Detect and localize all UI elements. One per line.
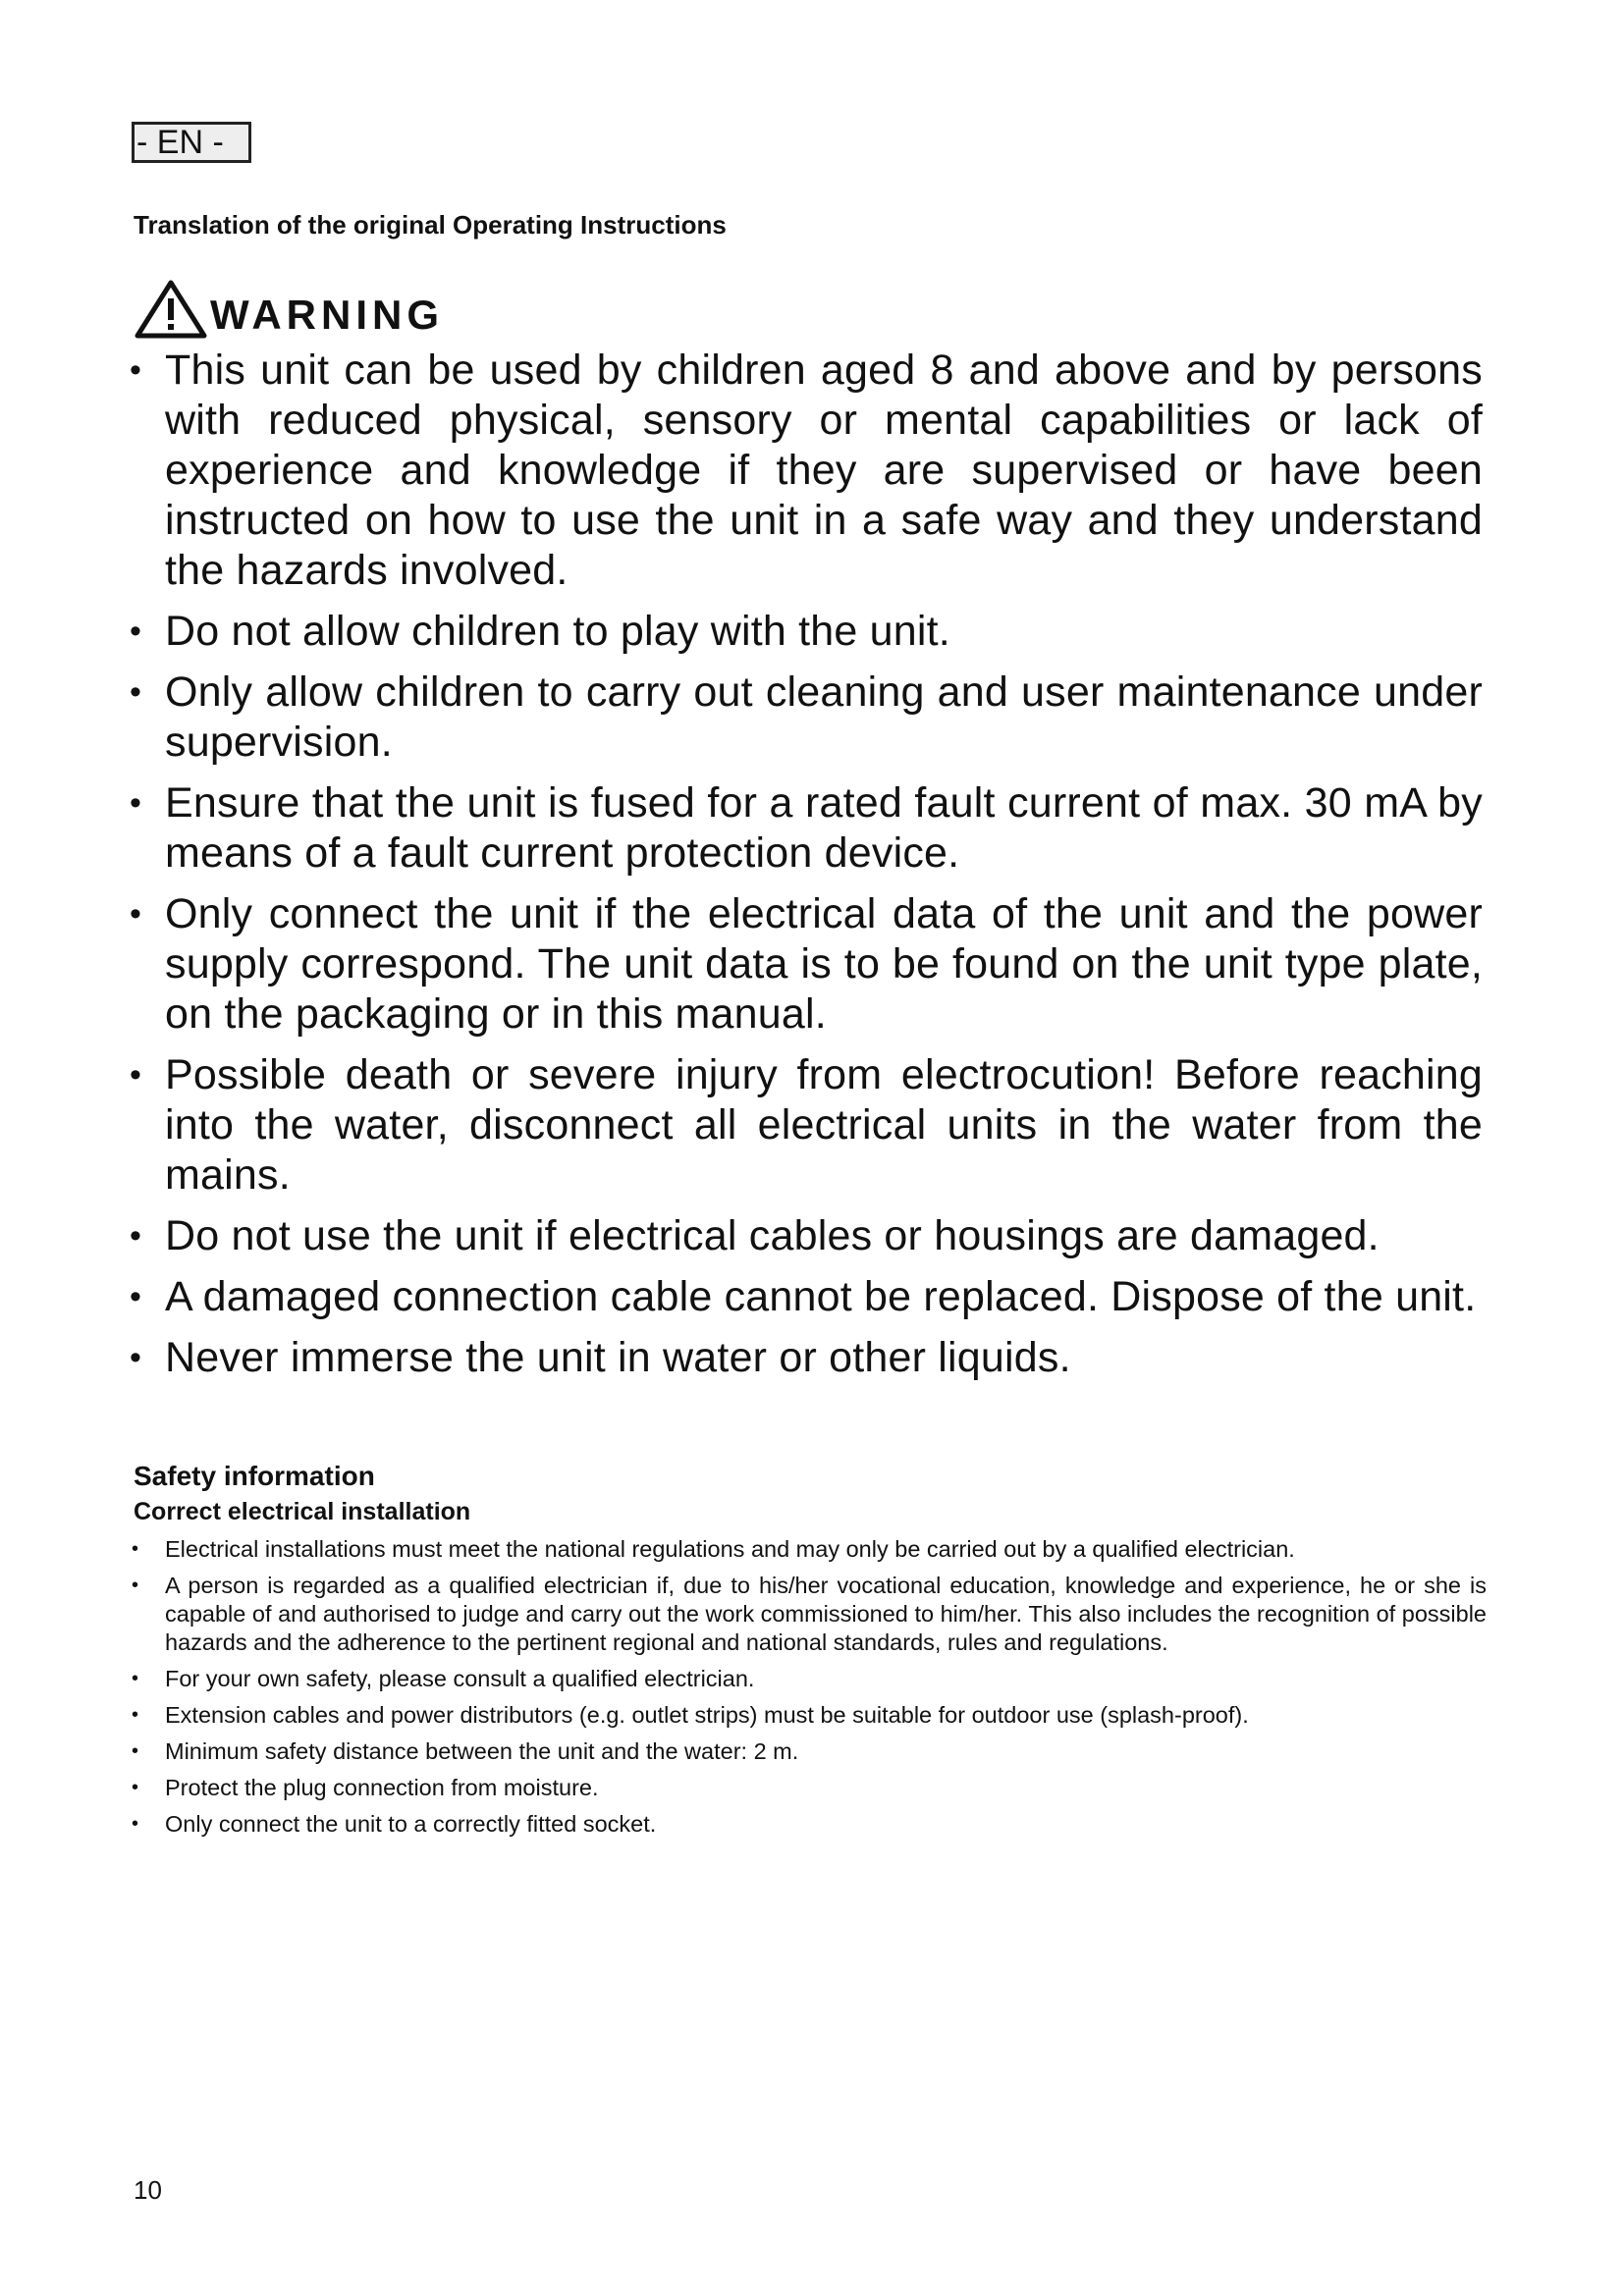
warning-item-text: Never immerse the unit in water or other liquids. [165, 1334, 1071, 1381]
safety-item-text: Minimum safety distance between the unit and the water: 2 m. [165, 1738, 799, 1764]
safety-item [132, 1810, 1487, 1839]
bullet-icon: • [132, 1777, 139, 1798]
warning-item-text: Possible death or severe injury from electrocution! Before reaching into the water, disconnect all electrical units in the water from the mains. [165, 1051, 1483, 1199]
document-subtitle: Translation of the original Operating Instructions [134, 210, 727, 240]
bullet-icon: • [130, 1339, 142, 1376]
warning-item-text: Do not use the unit if electrical cables or housings are damaged. [165, 1212, 1380, 1259]
warning-item-text: A damaged connection cable cannot be replaced. Dispose of the unit. [165, 1273, 1477, 1320]
warning-list [128, 346, 1483, 1394]
safety-item-text: Protect the plug connection from moisture. [165, 1775, 599, 1800]
safety-list [132, 1535, 1487, 1846]
safety-item [132, 1701, 1487, 1730]
bullet-icon: • [132, 1704, 139, 1726]
warning-item [128, 346, 1483, 596]
safety-item-text: Electrical installations must meet the national regulations and may only be carried out by a qualified electrician. [165, 1536, 1295, 1562]
warning-item [128, 1333, 1483, 1383]
warning-item [128, 1272, 1483, 1322]
bullet-icon: • [130, 613, 142, 650]
bullet-icon: • [132, 1740, 139, 1762]
warning-item-text: Only allow children to carry out cleaning and user maintenance under supervision. [165, 668, 1483, 766]
safety-item-text: Only connect the unit to a correctly fitted socket. [165, 1811, 657, 1837]
safety-item [132, 1572, 1487, 1657]
bullet-icon: • [130, 784, 142, 822]
bullet-icon: • [130, 1217, 142, 1255]
language-label: - EN - [132, 122, 251, 163]
warning-item-text: Only connect the unit if the electrical data of the unit and the power supply correspond. The unit data is to be found on the unit type plate, on the packaging or in this manual. [165, 890, 1483, 1038]
page-number: 10 [134, 2175, 162, 2205]
warning-title: WARNING [210, 292, 444, 338]
safety-item [132, 1535, 1487, 1564]
warning-item [128, 1211, 1483, 1261]
safety-section-subtitle: Correct electrical installation [134, 1498, 471, 1525]
bullet-icon: • [130, 351, 142, 389]
bullet-icon: • [130, 895, 142, 933]
warning-item [128, 667, 1483, 768]
warning-item [128, 607, 1483, 657]
bullet-icon: • [132, 1575, 139, 1596]
bullet-icon: • [130, 1278, 142, 1315]
safety-item-text: For your own safety, please consult a qualified electrician. [165, 1666, 755, 1691]
warning-item [128, 889, 1483, 1040]
warning-item [128, 778, 1483, 879]
warning-item [128, 1050, 1483, 1201]
safety-item-text: A person is regarded as a qualified electrician if, due to his/her vocational education, knowledge and experience, he or she is capable of and authorised to judge and carry out the work commissioned to him/her. This also includes the recognition of possible hazards and the adherence to the pertinent regional and national standards, rules and regulations. [165, 1573, 1487, 1655]
warning-item-text: Ensure that the unit is fused for a rated fault current of max. 30 mA by means of a fault current protection device. [165, 779, 1483, 877]
warning-item-text: Do not allow children to play with the unit. [165, 608, 950, 655]
safety-item [132, 1774, 1487, 1802]
safety-item [132, 1737, 1487, 1766]
bullet-icon: • [132, 1538, 139, 1560]
safety-section-title: Safety information [134, 1461, 375, 1491]
bullet-icon: • [130, 1056, 142, 1094]
safety-item-text: Extension cables and power distributors (e.g. outlet strips) must be suitable for outdoor use (splash-proof). [165, 1702, 1249, 1728]
warning-heading [132, 273, 444, 342]
bullet-icon: • [132, 1813, 139, 1835]
safety-item [132, 1665, 1487, 1693]
warning-triangle-icon [132, 277, 210, 342]
warning-item-text: This unit can be used by children aged 8 and above and by persons with reduced physical, sensory or mental capabilities or lack of experience and knowledge if they are supervised or have been instructed on how to use the unit in a safe way and they understand the hazards involved. [165, 347, 1483, 594]
bullet-icon: • [132, 1668, 139, 1689]
bullet-icon: • [130, 673, 142, 711]
